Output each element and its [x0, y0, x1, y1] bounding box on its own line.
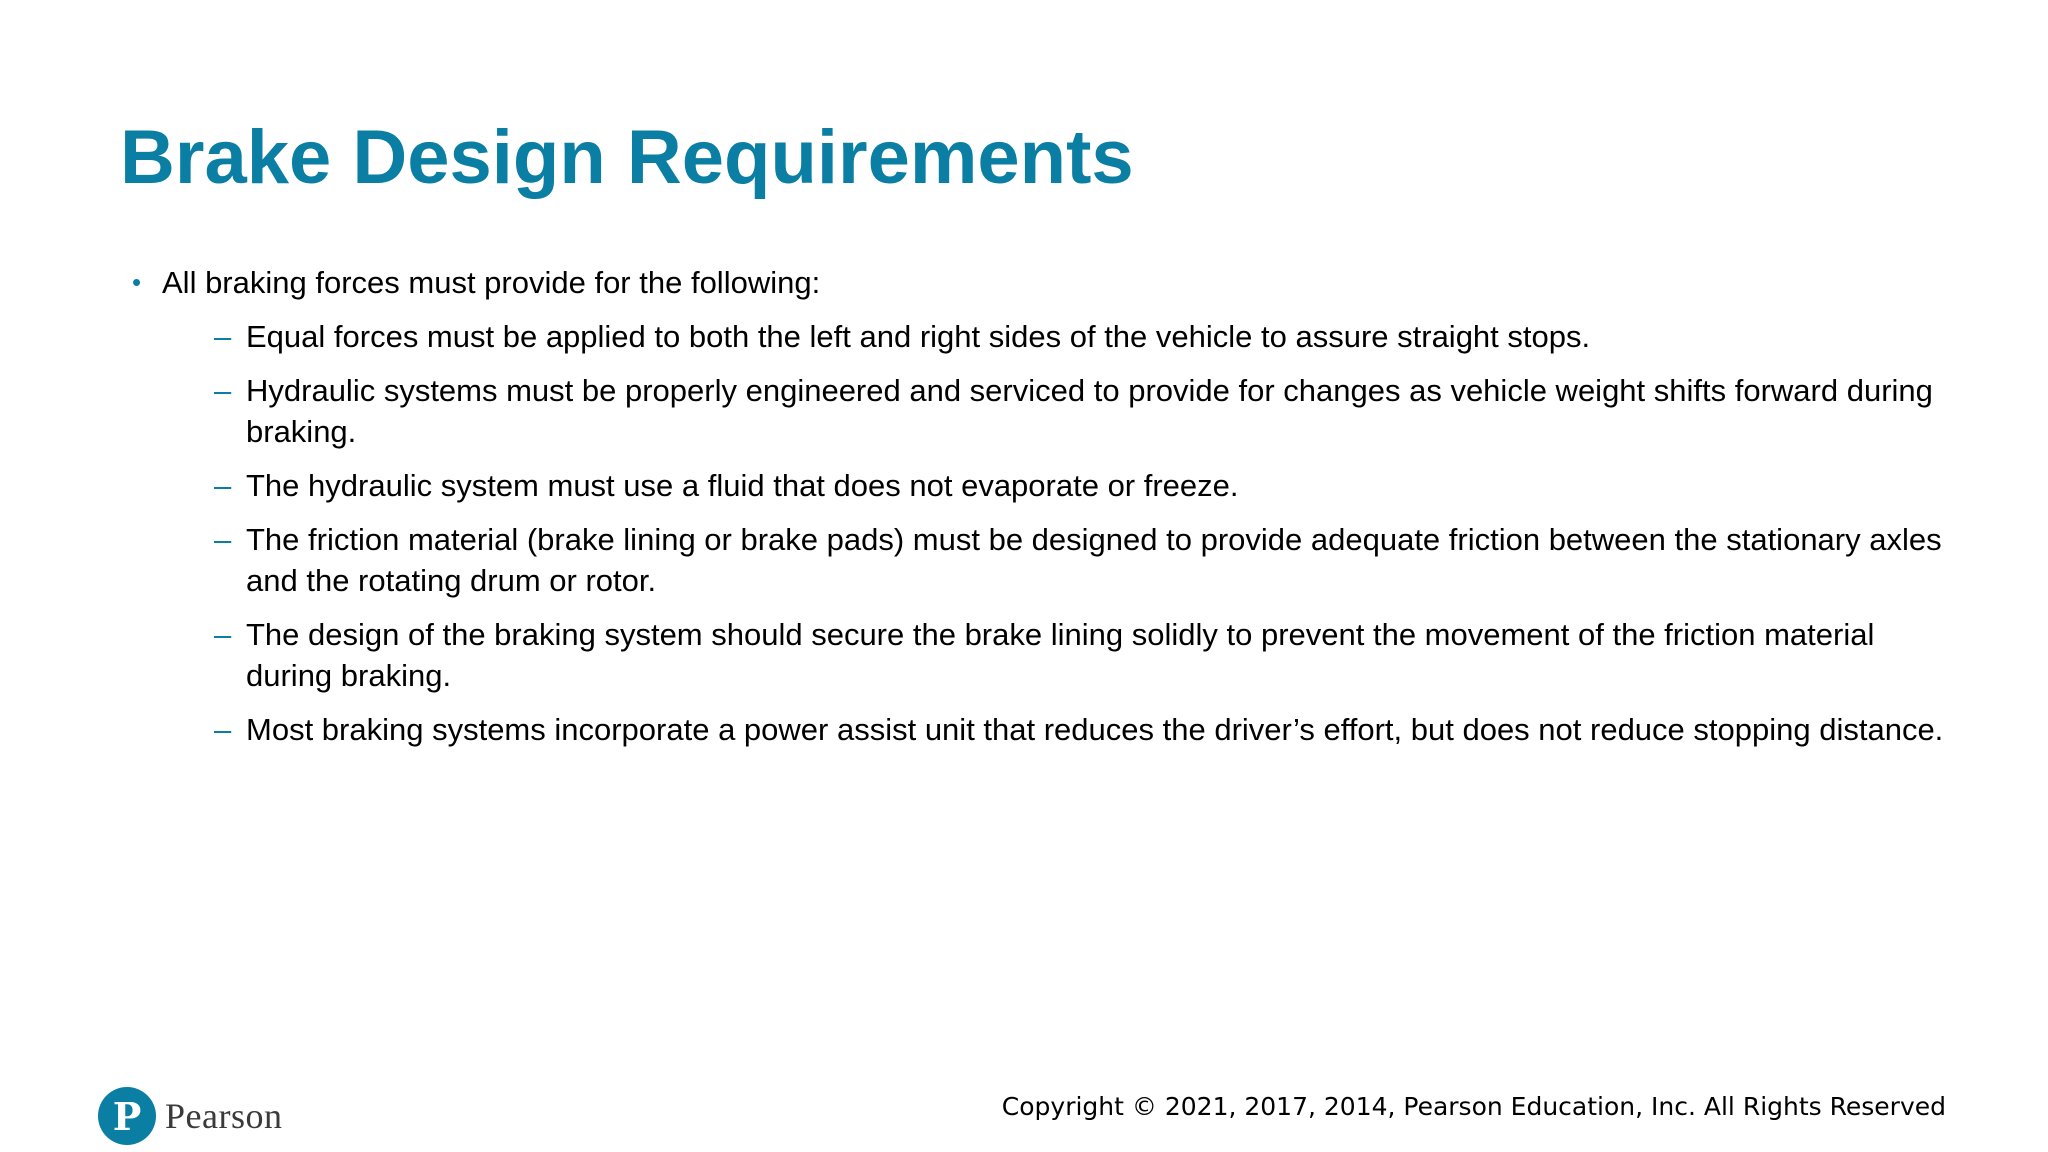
- sub-bullet-item: [214, 370, 1952, 452]
- slide-title: Brake Design Requirements: [120, 115, 1134, 200]
- sub-bullet-text: Most braking systems incorporate a power assist unit that reduces the driver’s effort, but does not reduce stopping distance.: [246, 712, 1944, 747]
- sub-bullet-item: [214, 519, 1952, 601]
- sub-bullet-text: The design of the braking system should secure the brake lining solidly to prevent the movement of the friction material during braking.: [246, 617, 1875, 693]
- bullet-marker: •: [132, 267, 142, 297]
- sub-bullet-text: Hydraulic systems must be properly engineered and serviced to provide for changes as vehicle weight shifts forward during braking.: [246, 373, 1933, 449]
- dash-marker: –: [214, 617, 232, 652]
- pearson-logo: [98, 1087, 282, 1145]
- sub-bullet-item: [214, 709, 1952, 750]
- slide-content: [132, 262, 1952, 763]
- dash-marker: –: [214, 468, 232, 503]
- bullet-item: [132, 262, 1952, 303]
- bullet-text: All braking forces must provide for the following:: [162, 265, 821, 300]
- dash-marker: –: [214, 522, 232, 557]
- dash-marker: –: [214, 319, 232, 354]
- sub-bullet-item: [214, 465, 1952, 506]
- pearson-logo-text: Pearson: [165, 1096, 283, 1136]
- sub-bullet-list: [132, 316, 1952, 750]
- dash-marker: –: [214, 373, 232, 408]
- sub-bullet-item: [214, 316, 1952, 357]
- copyright-notice: Copyright © 2021, 2017, 2014, Pearson Education, Inc. All Rights Reserved: [1001, 1092, 1946, 1121]
- sub-bullet-text: The friction material (brake lining or brake pads) must be designed to provide adequate friction between the stationary axles and the rotating drum or rotor.: [246, 522, 1942, 598]
- dash-marker: –: [214, 712, 232, 747]
- sub-bullet-text: The hydraulic system must use a fluid that does not evaporate or freeze.: [246, 468, 1239, 503]
- sub-bullet-item: [214, 614, 1952, 696]
- sub-bullet-text: Equal forces must be applied to both the left and right sides of the vehicle to assure straight stops.: [246, 319, 1591, 354]
- pearson-logo-icon: P: [98, 1087, 156, 1145]
